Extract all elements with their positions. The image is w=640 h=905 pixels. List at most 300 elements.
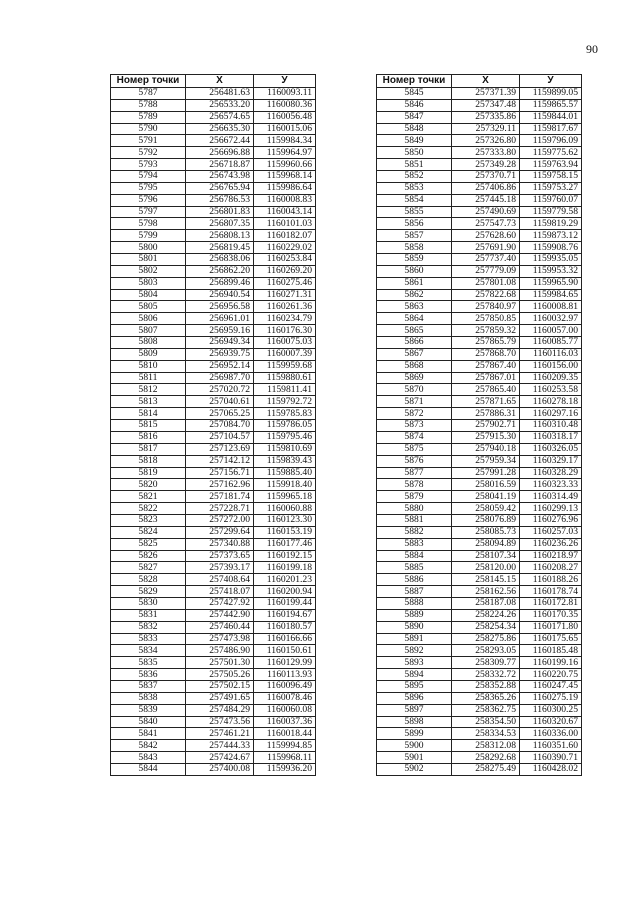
x-coordinate-cell: 257418.07 [186, 586, 254, 598]
x-coordinate-cell: 257691.90 [452, 242, 520, 254]
y-coordinate-cell: 1159796.09 [520, 135, 582, 147]
point-number-cell: 5901 [377, 752, 452, 764]
table-row [377, 752, 582, 764]
y-coordinate-cell: 1160153.19 [254, 526, 316, 538]
y-coordinate-cell: 1160078.46 [254, 692, 316, 704]
table-row [111, 657, 316, 669]
point-number-cell: 5886 [377, 574, 452, 586]
x-coordinate-cell: 256940.54 [186, 289, 254, 301]
x-coordinate-cell: 256899.46 [186, 277, 254, 289]
point-number-cell: 5864 [377, 313, 452, 325]
y-coordinate-cell: 1160150.61 [254, 645, 316, 657]
y-coordinate-cell: 1160080.36 [254, 99, 316, 111]
point-number-cell: 5833 [111, 633, 186, 645]
x-coordinate-cell: 258094.89 [452, 538, 520, 550]
point-number-cell: 5841 [111, 728, 186, 740]
table-header-row [377, 75, 582, 88]
x-coordinate-cell: 257840.97 [452, 301, 520, 313]
y-coordinate-cell: 1160075.03 [254, 337, 316, 349]
y-coordinate-cell: 1160209.35 [520, 372, 582, 384]
table-row [377, 657, 582, 669]
table-row [377, 680, 582, 692]
x-coordinate-cell: 257142.12 [186, 455, 254, 467]
y-coordinate-cell: 1160188.26 [520, 574, 582, 586]
y-coordinate-cell: 1160269.20 [254, 265, 316, 277]
x-coordinate-cell: 258365.26 [452, 692, 520, 704]
x-coordinate-cell: 257335.86 [452, 111, 520, 123]
point-number-cell: 5818 [111, 455, 186, 467]
y-coordinate-cell: 1160060.88 [254, 503, 316, 515]
y-coordinate-cell: 1160170.35 [520, 609, 582, 621]
point-number-cell: 5825 [111, 538, 186, 550]
table-row [111, 586, 316, 598]
point-number-cell: 5800 [111, 242, 186, 254]
table-row [377, 621, 582, 633]
x-coordinate-cell: 257393.17 [186, 562, 254, 574]
x-coordinate-cell: 258312.08 [452, 740, 520, 752]
x-coordinate-cell: 257162.96 [186, 479, 254, 491]
x-coordinate-cell: 256765.94 [186, 182, 254, 194]
table-row [377, 194, 582, 206]
table-row [111, 289, 316, 301]
y-coordinate-cell: 1159984.34 [254, 135, 316, 147]
table-row [111, 147, 316, 159]
coordinate-table-left [110, 74, 316, 776]
y-coordinate-cell: 1160172.81 [520, 597, 582, 609]
x-coordinate-cell: 257940.18 [452, 443, 520, 455]
coordinate-rows-right [377, 88, 582, 776]
table-row [111, 716, 316, 728]
x-coordinate-cell: 258293.05 [452, 645, 520, 657]
x-coordinate-cell: 257340.88 [186, 538, 254, 550]
x-coordinate-cell: 256801.83 [186, 206, 254, 218]
x-coordinate-cell: 258041.19 [452, 491, 520, 503]
table-row [377, 313, 582, 325]
x-coordinate-cell: 257442.90 [186, 609, 254, 621]
y-coordinate-cell: 1160200.94 [254, 586, 316, 598]
x-coordinate-cell: 257370.71 [452, 171, 520, 183]
x-coordinate-cell: 257333.80 [452, 147, 520, 159]
table-row [111, 479, 316, 491]
table-row [111, 159, 316, 171]
y-coordinate-cell: 1160008.83 [254, 194, 316, 206]
point-number-cell: 5872 [377, 408, 452, 420]
table-row [111, 692, 316, 704]
y-coordinate-cell: 1159965.90 [520, 277, 582, 289]
y-coordinate-cell: 1160336.00 [520, 728, 582, 740]
y-coordinate-cell: 1160056.48 [254, 111, 316, 123]
table-row [377, 562, 582, 574]
point-number-cell: 5810 [111, 360, 186, 372]
y-coordinate-cell: 1159810.69 [254, 443, 316, 455]
y-coordinate-cell: 1159965.18 [254, 491, 316, 503]
coordinate-rows-left [111, 88, 316, 776]
table-row [111, 99, 316, 111]
point-number-cell: 5807 [111, 325, 186, 337]
point-number-cell: 5894 [377, 669, 452, 681]
header-y: У [520, 75, 582, 88]
table-row [377, 479, 582, 491]
point-number-cell: 5823 [111, 514, 186, 526]
x-coordinate-cell: 257040.61 [186, 396, 254, 408]
point-number-cell: 5808 [111, 337, 186, 349]
y-coordinate-cell: 1160310.48 [520, 420, 582, 432]
table-row [377, 443, 582, 455]
table-row [377, 408, 582, 420]
table-row [377, 147, 582, 159]
x-coordinate-cell: 256987.70 [186, 372, 254, 384]
y-coordinate-cell: 1159908.76 [520, 242, 582, 254]
y-coordinate-cell: 1160178.74 [520, 586, 582, 598]
x-coordinate-cell: 257959.34 [452, 455, 520, 467]
table-row [111, 550, 316, 562]
table-row [377, 265, 582, 277]
point-number-cell: 5802 [111, 265, 186, 277]
table-row [377, 538, 582, 550]
point-number-cell: 5893 [377, 657, 452, 669]
y-coordinate-cell: 1160201.23 [254, 574, 316, 586]
point-number-cell: 5862 [377, 289, 452, 301]
table-row [377, 503, 582, 515]
point-number-cell: 5885 [377, 562, 452, 574]
x-coordinate-cell: 257299.64 [186, 526, 254, 538]
point-number-cell: 5793 [111, 159, 186, 171]
y-coordinate-cell: 1159865.57 [520, 99, 582, 111]
point-number-cell: 5817 [111, 443, 186, 455]
point-number-cell: 5891 [377, 633, 452, 645]
y-coordinate-cell: 1160208.27 [520, 562, 582, 574]
table-row [377, 609, 582, 621]
y-coordinate-cell: 1160007.39 [254, 348, 316, 360]
table-row [377, 420, 582, 432]
y-coordinate-cell: 1160085.77 [520, 337, 582, 349]
header-point-number: Номер точки [377, 75, 452, 88]
y-coordinate-cell: 1160236.26 [520, 538, 582, 550]
table-row [377, 218, 582, 230]
table-row [377, 337, 582, 349]
point-number-cell: 5859 [377, 254, 452, 266]
point-number-cell: 5895 [377, 680, 452, 692]
table-row [111, 325, 316, 337]
point-number-cell: 5788 [111, 99, 186, 111]
table-row [377, 111, 582, 123]
y-coordinate-cell: 1160177.46 [254, 538, 316, 550]
x-coordinate-cell: 257460.44 [186, 621, 254, 633]
table-row [377, 467, 582, 479]
table-header-row [111, 75, 316, 88]
y-coordinate-cell: 1159986.64 [254, 182, 316, 194]
header-x: X [186, 75, 254, 88]
y-coordinate-cell: 1160276.96 [520, 514, 582, 526]
x-coordinate-cell: 258332.72 [452, 669, 520, 681]
point-number-cell: 5887 [377, 586, 452, 598]
table-row [377, 692, 582, 704]
x-coordinate-cell: 257490.69 [452, 206, 520, 218]
point-number-cell: 5839 [111, 704, 186, 716]
y-coordinate-cell: 1159918.40 [254, 479, 316, 491]
x-coordinate-cell: 258362.75 [452, 704, 520, 716]
y-coordinate-cell: 1160229.02 [254, 242, 316, 254]
table-row [377, 633, 582, 645]
table-row [111, 574, 316, 586]
x-coordinate-cell: 256819.45 [186, 242, 254, 254]
x-coordinate-cell: 256949.34 [186, 337, 254, 349]
x-coordinate-cell: 257871.65 [452, 396, 520, 408]
point-number-cell: 5870 [377, 384, 452, 396]
y-coordinate-cell: 1160390.71 [520, 752, 582, 764]
table-row [377, 360, 582, 372]
x-coordinate-cell: 256807.35 [186, 218, 254, 230]
x-coordinate-cell: 257408.64 [186, 574, 254, 586]
x-coordinate-cell: 257501.30 [186, 657, 254, 669]
y-coordinate-cell: 1160314.49 [520, 491, 582, 503]
x-coordinate-cell: 256862.20 [186, 265, 254, 277]
table-row [377, 182, 582, 194]
y-coordinate-cell: 1160320.67 [520, 716, 582, 728]
x-coordinate-cell: 258275.86 [452, 633, 520, 645]
y-coordinate-cell: 1159758.15 [520, 171, 582, 183]
point-number-cell: 5792 [111, 147, 186, 159]
x-coordinate-cell: 258085.73 [452, 526, 520, 538]
y-coordinate-cell: 1160166.66 [254, 633, 316, 645]
point-number-cell: 5867 [377, 348, 452, 360]
x-coordinate-cell: 257801.08 [452, 277, 520, 289]
y-coordinate-cell: 1159779.58 [520, 206, 582, 218]
y-coordinate-cell: 1159964.97 [254, 147, 316, 159]
table-row [111, 680, 316, 692]
y-coordinate-cell: 1159753.27 [520, 182, 582, 194]
x-coordinate-cell: 257865.79 [452, 337, 520, 349]
point-number-cell: 5797 [111, 206, 186, 218]
point-number-cell: 5897 [377, 704, 452, 716]
x-coordinate-cell: 257406.86 [452, 182, 520, 194]
x-coordinate-cell: 257461.21 [186, 728, 254, 740]
table-row [377, 645, 582, 657]
point-number-cell: 5877 [377, 467, 452, 479]
y-coordinate-cell: 1160093.11 [254, 88, 316, 100]
y-coordinate-cell: 1160275.46 [254, 277, 316, 289]
y-coordinate-cell: 1160113.93 [254, 669, 316, 681]
y-coordinate-cell: 1160299.13 [520, 503, 582, 515]
table-row [111, 123, 316, 135]
table-row [377, 206, 582, 218]
y-coordinate-cell: 1160257.03 [520, 526, 582, 538]
table-row [111, 467, 316, 479]
x-coordinate-cell: 257486.90 [186, 645, 254, 657]
x-coordinate-cell: 257628.60 [452, 230, 520, 242]
table-row [377, 242, 582, 254]
x-coordinate-cell: 256672.44 [186, 135, 254, 147]
table-row [111, 431, 316, 443]
table-row [111, 503, 316, 515]
y-coordinate-cell: 1159819.29 [520, 218, 582, 230]
x-coordinate-cell: 256574.65 [186, 111, 254, 123]
y-coordinate-cell: 1159786.05 [254, 420, 316, 432]
point-number-cell: 5787 [111, 88, 186, 100]
point-number-cell: 5789 [111, 111, 186, 123]
x-coordinate-cell: 257181.74 [186, 491, 254, 503]
point-number-cell: 5888 [377, 597, 452, 609]
table-row [377, 716, 582, 728]
x-coordinate-cell: 257915.30 [452, 431, 520, 443]
table-row [111, 538, 316, 550]
table-row [111, 360, 316, 372]
y-coordinate-cell: 1159880.61 [254, 372, 316, 384]
point-number-cell: 5854 [377, 194, 452, 206]
x-coordinate-cell: 256939.75 [186, 348, 254, 360]
x-coordinate-cell: 257547.73 [452, 218, 520, 230]
point-number-cell: 5790 [111, 123, 186, 135]
y-coordinate-cell: 1160261.36 [254, 301, 316, 313]
point-number-cell: 5883 [377, 538, 452, 550]
x-coordinate-cell: 256635.30 [186, 123, 254, 135]
table-row [111, 111, 316, 123]
x-coordinate-cell: 257502.15 [186, 680, 254, 692]
x-coordinate-cell: 258076.89 [452, 514, 520, 526]
x-coordinate-cell: 257272.00 [186, 514, 254, 526]
table-row [111, 277, 316, 289]
table-row [111, 135, 316, 147]
x-coordinate-cell: 257371.39 [452, 88, 520, 100]
table-row [377, 372, 582, 384]
point-number-cell: 5822 [111, 503, 186, 515]
table-row [111, 194, 316, 206]
point-number-cell: 5813 [111, 396, 186, 408]
y-coordinate-cell: 1160194.67 [254, 609, 316, 621]
y-coordinate-cell: 1159994.85 [254, 740, 316, 752]
point-number-cell: 5820 [111, 479, 186, 491]
y-coordinate-cell: 1159953.32 [520, 265, 582, 277]
header-y: У [254, 75, 316, 88]
point-number-cell: 5840 [111, 716, 186, 728]
x-coordinate-cell: 257867.01 [452, 372, 520, 384]
table-row [377, 348, 582, 360]
point-number-cell: 5879 [377, 491, 452, 503]
x-coordinate-cell: 257373.65 [186, 550, 254, 562]
point-number-cell: 5835 [111, 657, 186, 669]
table-row [111, 728, 316, 740]
x-coordinate-cell: 257065.25 [186, 408, 254, 420]
point-number-cell: 5824 [111, 526, 186, 538]
point-number-cell: 5874 [377, 431, 452, 443]
x-coordinate-cell: 257850.85 [452, 313, 520, 325]
point-number-cell: 5849 [377, 135, 452, 147]
point-number-cell: 5848 [377, 123, 452, 135]
x-coordinate-cell: 256481.63 [186, 88, 254, 100]
point-number-cell: 5846 [377, 99, 452, 111]
point-number-cell: 5902 [377, 763, 452, 775]
table-row [111, 242, 316, 254]
table-row [111, 301, 316, 313]
y-coordinate-cell: 1160326.05 [520, 443, 582, 455]
x-coordinate-cell: 256743.98 [186, 171, 254, 183]
y-coordinate-cell: 1159899.05 [520, 88, 582, 100]
point-number-cell: 5855 [377, 206, 452, 218]
table-row [111, 526, 316, 538]
y-coordinate-cell: 1160199.18 [254, 562, 316, 574]
x-coordinate-cell: 256959.16 [186, 325, 254, 337]
y-coordinate-cell: 1160318.17 [520, 431, 582, 443]
y-coordinate-cell: 1160297.16 [520, 408, 582, 420]
point-number-cell: 5795 [111, 182, 186, 194]
x-coordinate-cell: 258334.53 [452, 728, 520, 740]
table-row [111, 562, 316, 574]
y-coordinate-cell: 1159936.20 [254, 763, 316, 775]
table-row [111, 633, 316, 645]
table-row [377, 574, 582, 586]
y-coordinate-cell: 1160234.79 [254, 313, 316, 325]
table-row [111, 254, 316, 266]
point-number-cell: 5851 [377, 159, 452, 171]
table-row [111, 609, 316, 621]
table-row [377, 88, 582, 100]
point-number-cell: 5884 [377, 550, 452, 562]
point-number-cell: 5842 [111, 740, 186, 752]
x-coordinate-cell: 258145.15 [452, 574, 520, 586]
table-row [377, 135, 582, 147]
x-coordinate-cell: 256952.14 [186, 360, 254, 372]
point-number-cell: 5871 [377, 396, 452, 408]
y-coordinate-cell: 1160351.60 [520, 740, 582, 752]
point-number-cell: 5863 [377, 301, 452, 313]
x-coordinate-cell: 257991.28 [452, 467, 520, 479]
x-coordinate-cell: 257473.56 [186, 716, 254, 728]
y-coordinate-cell: 1159839.43 [254, 455, 316, 467]
x-coordinate-cell: 257329.11 [452, 123, 520, 135]
table-row [111, 372, 316, 384]
point-number-cell: 5860 [377, 265, 452, 277]
point-number-cell: 5875 [377, 443, 452, 455]
x-coordinate-cell: 258275.49 [452, 763, 520, 775]
point-number-cell: 5809 [111, 348, 186, 360]
table-row [377, 254, 582, 266]
table-row [377, 455, 582, 467]
y-coordinate-cell: 1159968.14 [254, 171, 316, 183]
point-number-cell: 5847 [377, 111, 452, 123]
x-coordinate-cell: 257491.65 [186, 692, 254, 704]
table-row [377, 289, 582, 301]
point-number-cell: 5853 [377, 182, 452, 194]
point-number-cell: 5836 [111, 669, 186, 681]
x-coordinate-cell: 258254.34 [452, 621, 520, 633]
x-coordinate-cell: 257737.40 [452, 254, 520, 266]
table-row [111, 514, 316, 526]
point-number-cell: 5844 [111, 763, 186, 775]
y-coordinate-cell: 1160329.17 [520, 455, 582, 467]
point-number-cell: 5834 [111, 645, 186, 657]
x-coordinate-cell: 256838.06 [186, 254, 254, 266]
point-number-cell: 5838 [111, 692, 186, 704]
point-number-cell: 5827 [111, 562, 186, 574]
table-row [111, 88, 316, 100]
table-row [377, 384, 582, 396]
point-number-cell: 5791 [111, 135, 186, 147]
y-coordinate-cell: 1160328.29 [520, 467, 582, 479]
y-coordinate-cell: 1160037.36 [254, 716, 316, 728]
point-number-cell: 5876 [377, 455, 452, 467]
x-coordinate-cell: 256786.53 [186, 194, 254, 206]
page-number: 90 [586, 42, 598, 56]
table-row [111, 313, 316, 325]
y-coordinate-cell: 1160300.25 [520, 704, 582, 716]
table-row [377, 325, 582, 337]
point-number-cell: 5816 [111, 431, 186, 443]
table-row [377, 669, 582, 681]
point-number-cell: 5892 [377, 645, 452, 657]
table-row [111, 171, 316, 183]
x-coordinate-cell: 258120.00 [452, 562, 520, 574]
point-number-cell: 5890 [377, 621, 452, 633]
